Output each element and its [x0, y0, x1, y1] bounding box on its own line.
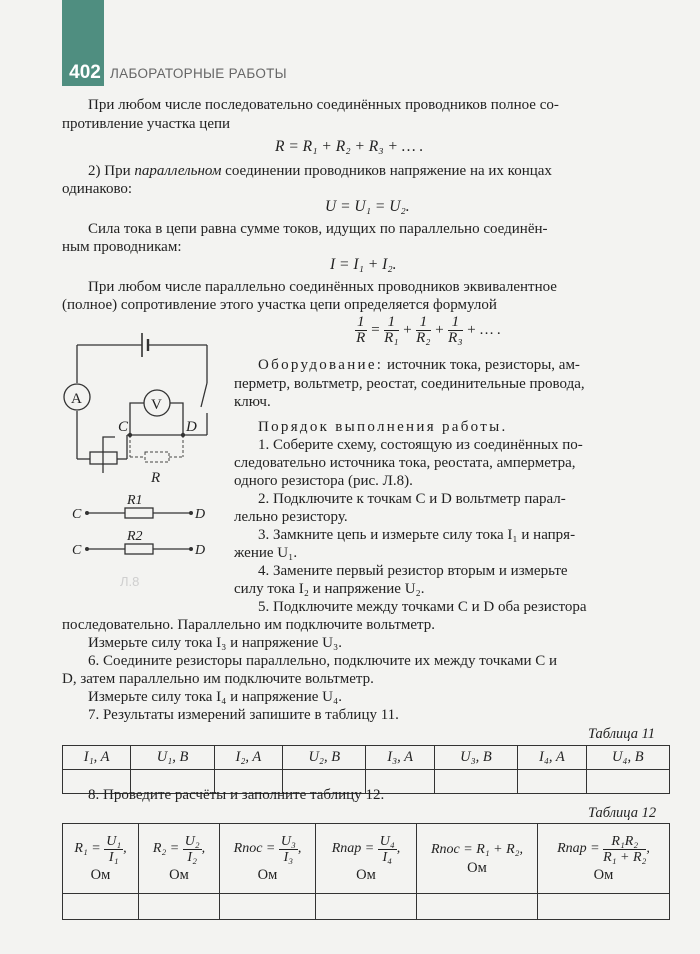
step-4b: силу тока I₂ и напряжение U₂.: [234, 581, 425, 597]
page-number: 402: [69, 62, 101, 83]
step-4a: 4. Замените первый резистор вторым и измерьте: [258, 563, 568, 579]
step-2a: 2. Подключите к точкам C и D вольтметр парал-: [258, 491, 566, 507]
figure-watermark: Л.8: [120, 574, 140, 589]
table-12-cell[interactable]: [538, 894, 670, 920]
point-c-label: C: [118, 419, 129, 435]
equipment-line-1: Оборудование: источник тока, резисторы, ам-: [258, 357, 580, 373]
formula-voltage: U = U₁ = U₂.: [325, 198, 410, 215]
table-12-header: R₂ = $\frac{\text{U₂}}{\text{I₂}}$ , Ом: [139, 824, 220, 894]
c-label-1: C: [72, 507, 82, 522]
table-12: [62, 823, 670, 920]
table-12-cell[interactable]: [139, 894, 220, 920]
para-3: Сила тока в цепи равна сумме токов, идущих по параллельно соединён-: [88, 221, 548, 237]
formula-current: I = I₁ + I₂.: [330, 256, 397, 273]
step-3a: 3. Замкните цепь и измерьте силу тока I₁ и напря-: [258, 527, 576, 543]
equipment-line-3: ключ.: [234, 394, 271, 410]
step-8: 8. Проведите расчёты и заполните таблицу 12.: [88, 787, 385, 803]
ammeter-label: A: [71, 391, 82, 407]
table-12-header: Rпар = $\frac{\text{U₄}}{\text{I₄}}$ , Ом: [316, 824, 417, 894]
table-11-cell[interactable]: [586, 770, 669, 794]
step-5c: Измерьте силу тока I₃ и напряжение U₃.: [88, 635, 342, 651]
para-4: При любом числе параллельно соединённых проводников эквивалентное: [88, 279, 557, 295]
d-label-1: D: [195, 507, 206, 522]
para-2c: одинаково:: [62, 181, 133, 197]
para-1: При любом числе последовательно соединённых проводников полное со-: [88, 97, 559, 113]
table-11-header: I₄, A: [518, 746, 586, 770]
table-11-header: I₃, A: [366, 746, 434, 770]
para-3b: ным проводникам:: [62, 239, 182, 255]
step-5a: 5. Подключите между точками C и D оба резистора: [258, 599, 587, 615]
c-label-2: C: [72, 543, 82, 558]
r1-label: R1: [127, 493, 143, 508]
step-1c: одного резистора (рис. Л.8).: [234, 473, 413, 489]
point-d-label: D: [186, 419, 197, 435]
table-12-caption: Таблица 12: [588, 805, 657, 821]
table-11-header: I₁, A: [63, 746, 131, 770]
table-12-header: R₁ = $\frac{\text{U₁}}{\text{I₁}}$ , Ом: [63, 824, 139, 894]
formula-series: R = R₁ + R₂ + R₃ + … .: [275, 138, 424, 155]
para-4b: (полное) сопротивление этого участка цепи определяется формулой: [62, 297, 497, 313]
step-1b: следовательно источника тока, реостата, амперметра,: [234, 455, 576, 471]
step-5b: последовательно. Параллельно им подключите вольтметр.: [62, 617, 436, 633]
step-1a: 1. Соберите схему, состоящую из соединённых по-: [258, 437, 583, 453]
table-11-header: U₁, B: [131, 746, 214, 770]
step-6a: 6. Соедините резисторы параллельно, подключите их между точками C и: [88, 653, 558, 669]
circuit-diagram: [55, 325, 235, 575]
table-12-header: Rпар = $\frac{\text{R₁R₂}}{\text{R₁ + R₂}}$ , Ом: [538, 824, 670, 894]
step-6b: D, затем параллельно им подключите вольтметр.: [62, 671, 374, 687]
step-6c: Измерьте силу тока I₄ и напряжение U₄.: [88, 689, 342, 705]
step-2b: лельно резистору.: [234, 509, 348, 525]
table-11-header: U₄, B: [586, 746, 669, 770]
table-11-header: U₃, B: [434, 746, 517, 770]
step-7: 7. Результаты измерений запишите в таблицу 11.: [88, 707, 399, 723]
table-11-cell[interactable]: [434, 770, 517, 794]
d-label-2: D: [195, 543, 206, 558]
r2-label: R2: [127, 529, 143, 544]
voltmeter-label: V: [151, 397, 162, 413]
table-12-cell[interactable]: [417, 894, 538, 920]
table-12-header: Rпос = $\frac{\text{U₃}}{\text{I₃}}$ , Ом: [220, 824, 316, 894]
formula-parallel: $\frac{1}{R}$ = $\frac{1}{\text{R₁}}$ + $\frac{1}{\text{R₂}}$ + $\frac{1}{\text{R₃}}$ + … .: [356, 314, 502, 346]
table-11-caption: Таблица 11: [588, 726, 656, 742]
para-1b: противление участка цепи: [62, 116, 231, 132]
table-11-header: I₂, A: [214, 746, 282, 770]
equipment-line-2: перметр, вольтметр, реостат, соединительные провода,: [234, 376, 585, 392]
table-12-cell[interactable]: [316, 894, 417, 920]
table-11-header: U₂, B: [283, 746, 366, 770]
section-title: ЛАБОРАТОРНЫЕ РАБОТЫ: [110, 66, 287, 81]
rheostat-label: R: [151, 470, 161, 486]
para-2: 2) При параллельном соединении проводников напряжение на их концах: [88, 163, 552, 179]
step-3b: жение U₁.: [234, 545, 298, 561]
table-11-cell[interactable]: [518, 770, 586, 794]
order-heading: Порядок выполнения работы.: [258, 419, 508, 435]
table-12-cell[interactable]: [220, 894, 316, 920]
table-12-cell[interactable]: [63, 894, 139, 920]
table-12-header: Rпос = R₁ + R₂, Ом: [417, 824, 538, 894]
